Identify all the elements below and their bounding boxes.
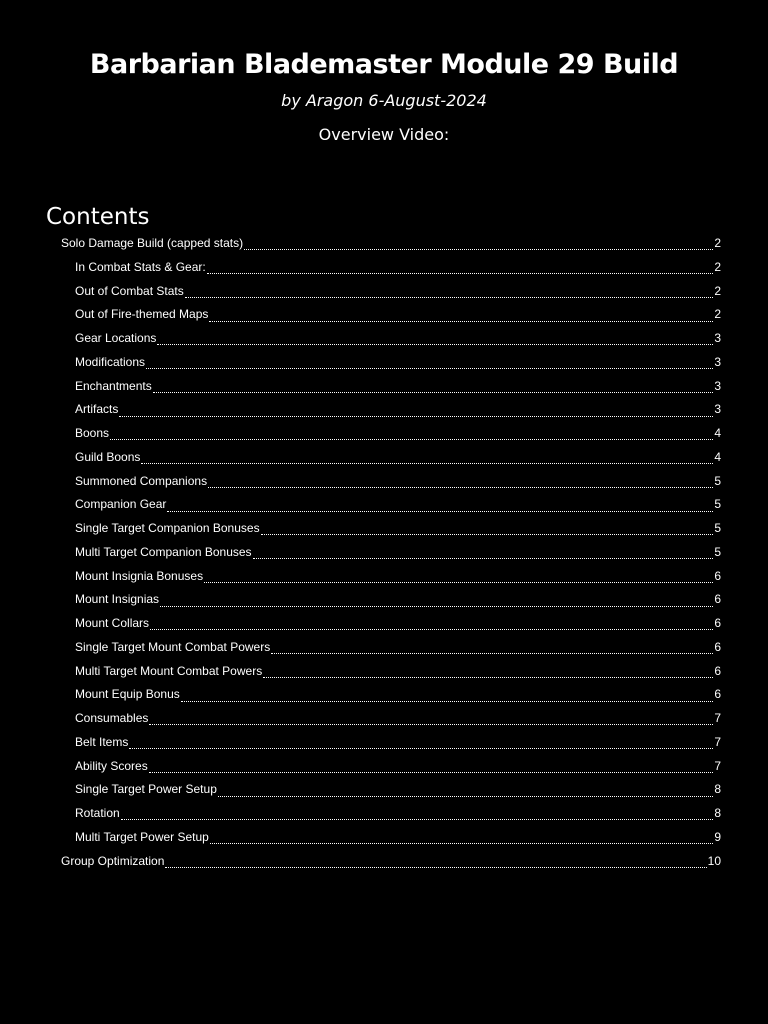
toc-dot-leader: [165, 867, 706, 868]
toc-entry-label: Mount Equip Bonus: [75, 687, 180, 702]
toc-entry[interactable]: [0, 566, 768, 590]
toc-entry[interactable]: [0, 518, 768, 542]
toc-dot-leader: [208, 487, 713, 488]
toc-entry[interactable]: [0, 827, 768, 851]
toc-dot-leader: [244, 249, 713, 250]
toc-entry-label: Mount Insignia Bonuses: [75, 568, 204, 583]
toc-entry-page-number: 6: [714, 663, 721, 678]
toc-entry-page-number: 3: [714, 402, 721, 417]
toc-entry-page-number: 3: [714, 378, 721, 393]
toc-entry-label: Solo Damage Build (capped stats): [61, 236, 244, 250]
toc-entry[interactable]: [0, 304, 768, 328]
toc-entry-page-number: 3: [714, 354, 721, 369]
toc-dot-leader: [129, 748, 713, 749]
toc-entry[interactable]: [0, 471, 768, 495]
toc-entry[interactable]: [0, 494, 768, 518]
toc-dot-leader: [263, 677, 713, 678]
toc-entry[interactable]: [0, 779, 768, 803]
toc-entry-page-number: 3: [714, 331, 721, 345]
toc-dot-leader: [209, 321, 713, 322]
toc-dot-leader: [121, 819, 714, 820]
toc-entry-page-number: 6: [714, 639, 721, 654]
toc-entry[interactable]: [0, 851, 768, 875]
toc-dot-leader: [119, 416, 713, 417]
toc-entry-page-number: 9: [714, 829, 721, 844]
toc-dot-leader: [167, 511, 713, 512]
toc-entry[interactable]: [0, 328, 768, 352]
toc-dot-leader: [271, 653, 713, 654]
toc-entry-label: Multi Target Companion Bonuses: [75, 544, 252, 559]
toc-entry-label: Modifications: [75, 354, 146, 369]
toc-entry[interactable]: [0, 542, 768, 566]
toc-dot-leader: [150, 629, 713, 630]
toc-dot-leader: [253, 558, 714, 559]
toc-entry-page-number: 7: [714, 758, 721, 773]
toc-dot-leader: [146, 368, 713, 369]
toc-dot-leader: [160, 606, 713, 607]
toc-entry[interactable]: [0, 589, 768, 613]
toc-entry-label: Group Optimization: [61, 853, 165, 868]
toc-dot-leader: [210, 843, 713, 844]
toc-entry[interactable]: [0, 376, 768, 400]
toc-entry-label: Boons: [75, 426, 110, 440]
toc-entry-label: Single Target Companion Bonuses: [75, 521, 260, 535]
toc-dot-leader: [261, 534, 714, 535]
toc-dot-leader: [141, 463, 713, 464]
toc-entry[interactable]: [0, 803, 768, 827]
toc-entry-page-number: 6: [714, 568, 721, 583]
toc-entry[interactable]: [0, 352, 768, 376]
document-byline: by Aragon 6-August-2024: [281, 91, 487, 110]
toc-entry-page-number: 8: [714, 782, 721, 797]
toc-entry[interactable]: [0, 399, 768, 423]
toc-entry-page-number: 5: [714, 473, 721, 488]
toc-entry-label: In Combat Stats & Gear:: [75, 259, 206, 274]
toc-entry-page-number: 6: [714, 592, 721, 607]
table-of-contents: [0, 233, 768, 874]
toc-dot-leader: [153, 392, 714, 393]
toc-entry-label: Enchantments: [75, 378, 152, 393]
toc-entry-page-number: 2: [714, 307, 721, 322]
toc-dot-leader: [181, 701, 714, 702]
toc-entry-page-number: 7: [714, 711, 721, 725]
toc-entry-page-number: 8: [714, 806, 721, 820]
toc-entry[interactable]: [0, 281, 768, 305]
toc-entry-label: Single Target Power Setup: [75, 782, 217, 797]
toc-entry-page-number: 5: [714, 544, 721, 559]
document-title: Barbarian Blademaster Module 29 Build: [89, 49, 679, 80]
toc-entry-label: Guild Boons: [75, 449, 141, 464]
toc-entry-page-number: 7: [714, 734, 721, 749]
toc-dot-leader: [218, 796, 713, 797]
toc-dot-leader: [149, 772, 714, 773]
toc-entry-label: Rotation: [75, 806, 120, 820]
toc-entry[interactable]: [0, 423, 768, 447]
toc-entry-page-number: 4: [714, 426, 721, 440]
toc-entry-page-number: 6: [714, 616, 721, 630]
toc-entry-label: Out of Combat Stats: [75, 283, 184, 298]
toc-entry-label: Multi Target Mount Combat Powers: [75, 663, 263, 678]
toc-entry-page-number: 2: [714, 236, 721, 250]
toc-dot-leader: [185, 297, 714, 298]
toc-entry-page-number: 5: [714, 497, 721, 512]
toc-entry-page-number: 5: [714, 521, 721, 535]
toc-entry-label: Multi Target Power Setup: [75, 829, 209, 844]
toc-entry[interactable]: [0, 613, 768, 637]
toc-entry-label: Gear Locations: [75, 331, 157, 345]
toc-entry-label: Out of Fire-themed Maps: [75, 307, 209, 322]
toc-entry[interactable]: [0, 233, 768, 257]
toc-dot-leader: [207, 273, 714, 274]
toc-entry[interactable]: [0, 732, 768, 756]
toc-entry[interactable]: [0, 637, 768, 661]
toc-dot-leader: [157, 344, 713, 345]
toc-entry-label: Single Target Mount Combat Powers: [75, 639, 271, 654]
toc-entry-page-number: 6: [714, 687, 721, 702]
toc-entry-label: Mount Collars: [75, 616, 150, 630]
toc-entry-page-number: 2: [714, 283, 721, 298]
toc-dot-leader: [149, 724, 713, 725]
toc-entry[interactable]: [0, 708, 768, 732]
toc-entry-label: Artifacts: [75, 402, 119, 417]
toc-entry[interactable]: [0, 661, 768, 685]
contents-heading: Contents: [46, 204, 150, 230]
toc-entry[interactable]: [0, 684, 768, 708]
toc-entry-page-number: 4: [714, 449, 721, 464]
toc-entry-label: Summoned Companions: [75, 473, 208, 488]
toc-entry[interactable]: [0, 756, 768, 780]
overview-video-label: Overview Video:: [318, 125, 450, 144]
toc-entry-page-number: 2: [714, 259, 721, 274]
toc-entry[interactable]: [0, 447, 768, 471]
toc-dot-leader: [110, 439, 713, 440]
toc-entry-label: Consumables: [75, 711, 149, 725]
toc-entry-label: Belt Items: [75, 734, 129, 749]
toc-entry-label: Ability Scores: [75, 758, 148, 773]
toc-dot-leader: [204, 582, 713, 583]
toc-entry-page-number: 10: [707, 853, 721, 868]
toc-entry-label: Companion Gear: [75, 497, 167, 512]
toc-entry-label: Mount Insignias: [75, 592, 160, 607]
toc-entry[interactable]: [0, 257, 768, 281]
